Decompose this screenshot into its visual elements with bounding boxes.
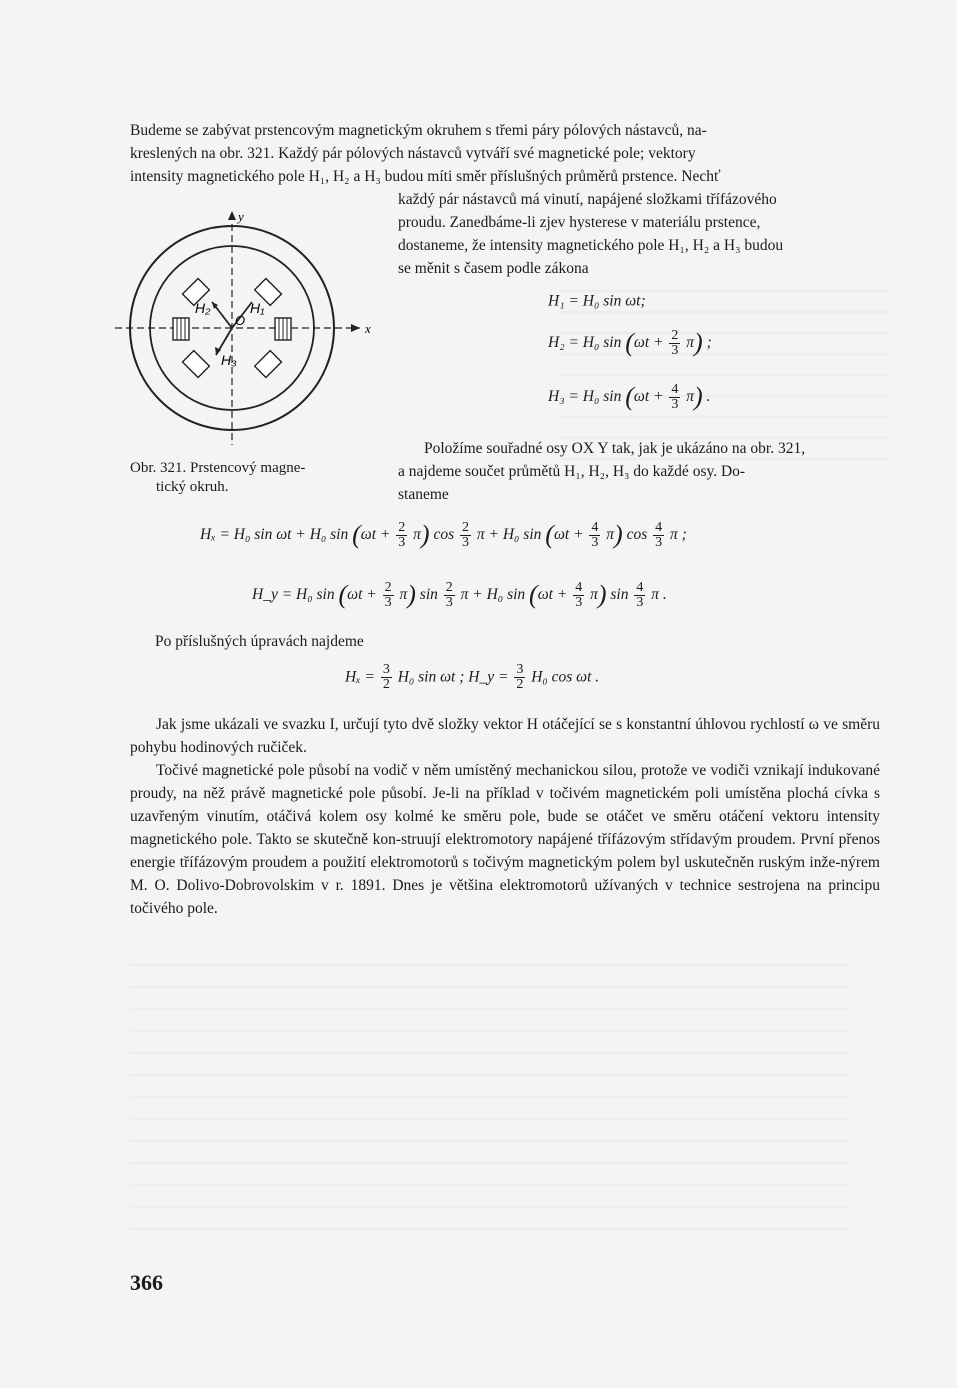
fraction: $\frac{4}{3}$ [591,519,599,550]
svg-text:y: y [238,209,244,224]
equation-h2: H₂ = H₀ sin (ωt + $\frac{2}{3}$ π) ; [548,327,712,358]
fraction: $\frac{4}{3}$ [575,579,583,610]
equation-h3: H₃ = H₀ sin (ωt + $\frac{4}{3}$ π) . [548,381,711,412]
fraction: $\frac{2}{3}$ [445,579,453,610]
side-line-4: se měnit s časem podle zákona [398,260,589,277]
fraction: $\frac{2}{3}$ [384,579,392,610]
side-line-3: dostaneme, že intensity magnetického pole H₁, H₂ a H₃ budou [398,237,784,254]
axes-line-2: a najdeme součet průmětů H₁, H₂, H₃ do každé osy. Do- [398,463,746,480]
side-paragraph [398,188,880,280]
svg-text:H₃: H₃ [221,352,237,368]
equation-final: Hₓ = $\frac{3}{2}$ H₀ sin ωt ; H_y = $\frac{3}{2}$ H₀ cos ωt . [345,662,600,692]
fraction: $\frac{2}{3}$ [398,519,406,550]
fraction: $\frac{4}{3}$ [671,381,679,412]
side-line-1: každý pár nástavců má vinutí, napájené složkami třífázového [398,191,777,208]
fraction: $\frac{4}{3}$ [655,519,663,550]
caption-line-2: tický okruh. [156,479,229,495]
bleed-through-texture-2 [130,950,850,1230]
svg-text:H₂: H₂ [195,300,211,316]
paragraph-rotating-vector: Jak jsme ukázali ve svazku I, určují tyto dvě složky vektor H otáčející se s konstantní úhlovou rychlostí ω ve směru pohybu hodinových ručiček. [130,716,880,756]
fraction: $\frac{2}{3}$ [671,327,679,358]
svg-text:H₁: H₁ [250,300,265,316]
fraction: $\frac{2}{3}$ [461,519,469,550]
equation-hx: Hₓ = H₀ sin ωt + H₀ sin (ωt + $\frac{2}{3}$ π) cos $\frac{2}{3}$ π + H₀ sin (ωt + $\frac{4}{3}$ π) cos $\frac{4}{3}$ π ; [200,519,687,550]
ring-figure [115,205,375,445]
axes-line-3: staneme [398,486,449,503]
intro-line-1: Budeme se zabývat prstencovým magnetickým okruhem s třemi páry pólových nástavců, na- [130,122,707,139]
fraction: $\frac{4}{3}$ [636,579,644,610]
side-line-2: proudu. Zanedbáme-li zjev hysterese v materiálu prstence, [398,214,761,231]
fraction: $\frac{3}{2}$ [516,662,524,692]
axes-paragraph [398,437,880,506]
intro-line-3: intensity magnetického pole H₁, H₂ a H₃ budou míti směr příslušných průměrů prstence. Nechť [130,168,721,185]
caption-line-1: Obr. 321. Prstencový magne- [130,460,306,476]
page-number: 366 [130,1270,163,1295]
intro-paragraph [130,119,880,188]
svg-text:O: O [235,313,246,328]
fraction: $\frac{3}{2}$ [382,662,390,692]
equation-hy: H_y = H₀ sin (ωt + $\frac{2}{3}$ π) sin $\frac{2}{3}$ π + H₀ sin (ωt + $\frac{4}{3}$ π) sin $\frac{4}{3}$ π . [252,579,667,610]
after-equations-text: Po příslušných úpravách najdeme [155,633,364,650]
axes-line-1: Položíme souřadné osy OX Y tak, jak je ukázáno na obr. 321, [424,440,806,457]
intro-line-2: kreslených na obr. 321. Každý pár pólových nástavců vytváří své magnetické pole; vektory [130,145,696,162]
paragraph-motors: Točivé magnetické pole působí na vodič v něm umístěný mechanickou silou, protože ve vodiči vznikají indukované proudy, na něž právě magnetické pole působí. Je-li na příklad v točivém magnetickém poli umístěna plochá cívka s uzavřeným vinutím, otáčivá kolem osy kolmé ke směru pole, bude se otáčet ve směru otáčení vektoru intensity magnetického pole. Takto se skutečně kon-struují elektromotory napájené třífázovým střídavým proudem. První přenos energie třífázovým proudem a použití elektromotorů s točivým magnetickým polem byl uskutečněn ruským inže-nýrem M. O. Dolivo-Dobrovolskim v r. 1891. Dnes je většina elektromotorů užívaných v technice sestrojena na principu točivého pole. [130,762,880,917]
body-paragraphs [130,713,880,920]
svg-text:x: x [365,321,371,336]
figure-caption [130,459,370,497]
equation-h1: H₁ = H₀ sin ωt; [548,292,646,310]
